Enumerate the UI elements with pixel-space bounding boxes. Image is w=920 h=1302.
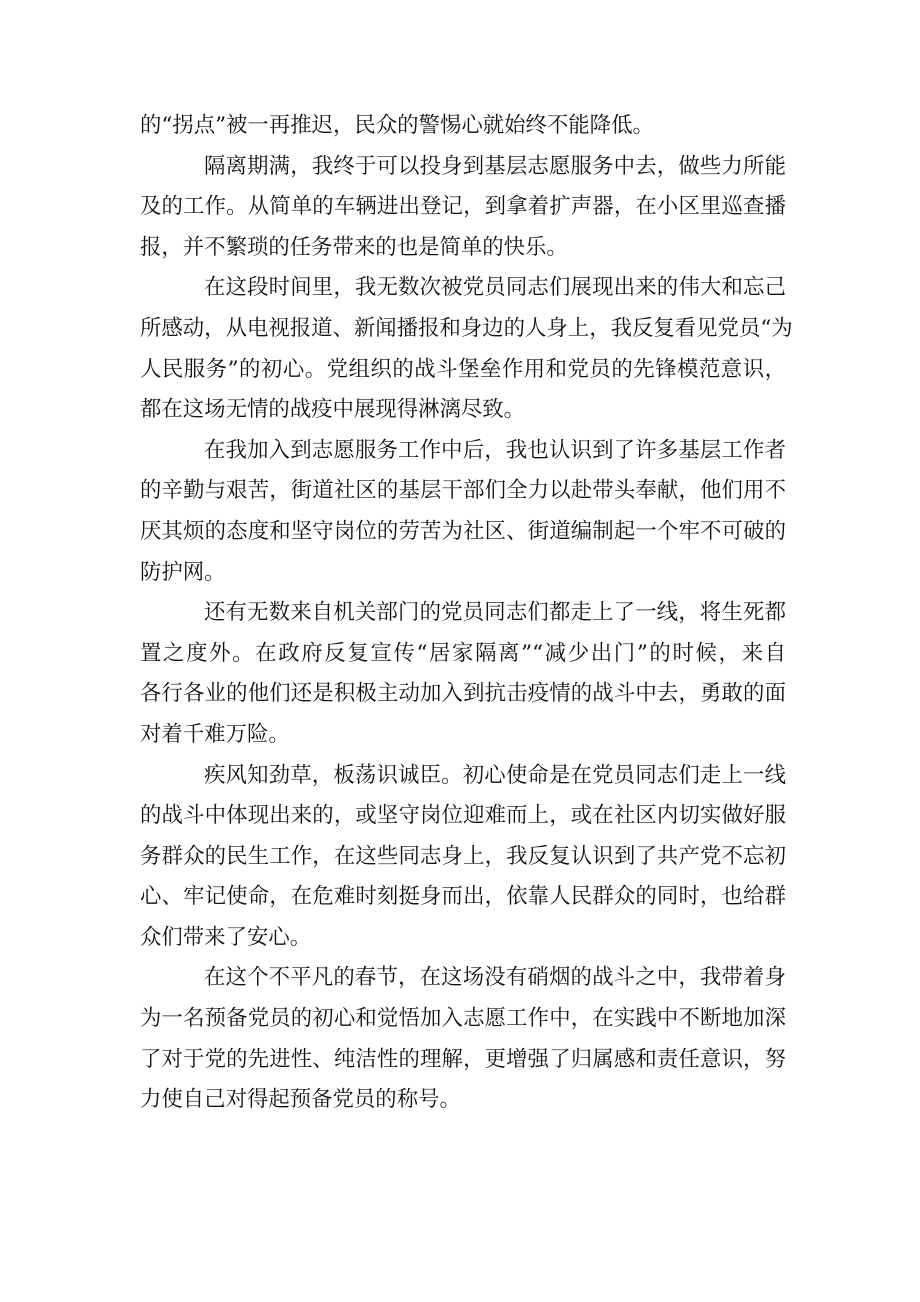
paragraph [140,106,786,147]
paragraph [140,958,786,1120]
text-line: 在我加入到志愿服务工作中后，我也认识到了许多基层工作者 [204,437,786,463]
text-line: 及的工作。从简单的车辆进出登记，到拿着扩声器，在小区里巡查播 [140,194,786,220]
text-line: 防护网。 [140,559,226,585]
text-line: 的战斗中体现出来的，或坚守岗位迎难而上，或在社区内切实做好服 [140,803,786,829]
text-line: 为一名预备党员的初心和觉悟加入志愿工作中，在实践中不断地加深 [140,1006,786,1032]
text-line: 对着千难万险。 [140,721,290,747]
text-line: 力使自己对得起预备党员的称号。 [140,1087,461,1113]
text-line: 所感动，从电视报道、新闻播报和身边的人身上，我反复看见党员“为 [140,315,793,341]
text-line: 隔离期满，我终于可以投身到基层志愿服务中去，做些力所能 [204,153,786,179]
text-line: 都在这场无情的战疫中展现得淋漓尽致。 [140,397,526,423]
text-line: 还有无数来自机关部门的党员同志们都走上了一线，将生死都 [204,600,786,626]
text-line: 人民服务”的初心。党组织的战斗堡垒作用和党员的先锋模范意识， [140,356,786,382]
text-line: 各行各业的他们还是积极主动加入到抗击疫情的战斗中去，勇敢的面 [140,681,786,707]
text-line: 的辛勤与艰苦，街道社区的基层干部们全力以赴带头奉献，他们用不 [140,478,786,504]
text-line: 在这段时间里，我无数次被党员同志们展现出来的伟大和忘己 [204,275,786,301]
text-line: 的“拐点”被一再推迟，民众的警惕心就始终不能降低。 [140,113,654,138]
paragraph [140,756,786,959]
text-line: 众们带来了安心。 [140,924,312,950]
text-line: 厌其烦的态度和坚守岗位的劳苦为社区、街道编制起一个牢不可破的 [140,518,786,544]
paragraph [140,147,786,269]
paragraph [140,431,786,593]
text-line: 疾风知劲草，板荡识诚臣。初心使命是在党员同志们走上一线 [204,762,786,788]
document-body [140,106,793,1121]
paragraph [140,593,786,755]
text-line: 了对于党的先进性、纯洁性的理解，更增强了归属感和责任意识，努 [140,1046,786,1072]
text-line: 心、牢记使命，在危难时刻挺身而出，依靠人民群众的同时，也给群 [140,884,786,910]
text-line: 在这个不平凡的春节，在这场没有硝烟的战斗之中，我带着身 [204,965,786,991]
text-line: 置之度外。在政府反复宣传“居家隔离”“减少出门”的时候，来自 [140,640,786,666]
paragraph [140,268,793,430]
text-line: 报，并不繁琐的任务带来的也是简单的快乐。 [140,234,568,260]
text-line: 务群众的民生工作，在这些同志身上，我反复认识到了共产党不忘初 [140,843,786,869]
